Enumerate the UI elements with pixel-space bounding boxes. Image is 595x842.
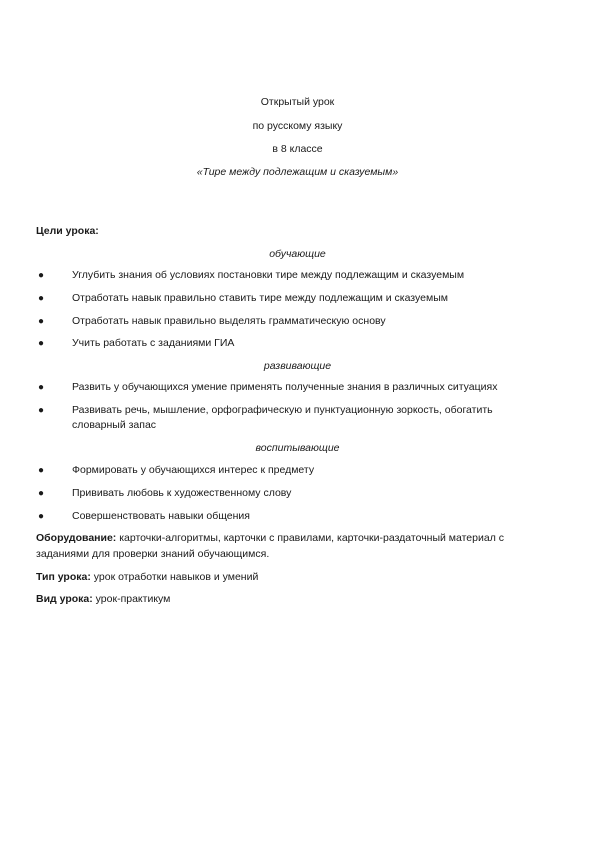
- list-item: Совершенствовать навыки общения: [72, 510, 250, 522]
- lesson-type-label: Тип урока:: [36, 571, 91, 583]
- list-item: Прививать любовь к художественному слову: [72, 487, 292, 499]
- equipment-paragraph: [36, 530, 526, 562]
- bullet-icon: ●: [37, 465, 45, 476]
- list-item: Развивать речь, мышление, орфографическую и пунктуационную зоркость, обогатить словарный запас: [72, 404, 493, 431]
- section-title-educating: воспитывающие: [255, 442, 340, 454]
- list-item: Отработать навык правильно ставить тире между подлежащим и сказуемым: [72, 292, 448, 304]
- bullet-icon: ●: [37, 316, 45, 327]
- list-item: Учить работать с заданиями ГИА: [72, 337, 235, 349]
- bullet-icon: ●: [37, 405, 45, 416]
- bullet-icon: ●: [37, 270, 45, 281]
- list-item: Отработать навык правильно выделять грамматическую основу: [72, 315, 386, 327]
- lesson-topic: «Тире между подлежащим и сказуемым»: [196, 166, 399, 178]
- bullet-icon: ●: [37, 382, 45, 393]
- goals-heading: Цели урока:: [36, 225, 99, 237]
- equipment-text: карточки-алгоритмы, карточки с правилами, карточки-раздаточный материал с заданиями для проверки знаний обучающимся.: [36, 532, 504, 560]
- lesson-kind-text: урок-практикум: [92, 593, 171, 605]
- bullet-icon: ●: [37, 293, 45, 304]
- header-line-3: в 8 классе: [272, 143, 323, 155]
- bullet-icon: ●: [37, 338, 45, 349]
- list-item: Развить у обучающихся умение применять полученные знания в различных ситуациях: [72, 381, 498, 393]
- lesson-type-text: урок отработки навыков и умений: [90, 571, 259, 583]
- equipment-label: Оборудование:: [36, 532, 117, 544]
- list-item: Углубить знания об условиях постановки тире между подлежащим и сказуемым: [72, 269, 465, 281]
- bullet-icon: ●: [37, 511, 45, 522]
- section-title-developing: развивающие: [263, 360, 332, 372]
- list-item: Формировать у обучающихся интерес к предмету: [72, 464, 315, 476]
- lesson-kind-label: Вид урока:: [36, 593, 93, 605]
- section-title-teaching: обучающие: [269, 248, 326, 260]
- header-line-2: по русскому языку: [252, 120, 343, 132]
- bullet-icon: ●: [37, 488, 45, 499]
- lesson-kind-paragraph: [36, 591, 526, 607]
- lesson-type-paragraph: [36, 569, 526, 585]
- header-line-1: Открытый урок: [260, 96, 335, 108]
